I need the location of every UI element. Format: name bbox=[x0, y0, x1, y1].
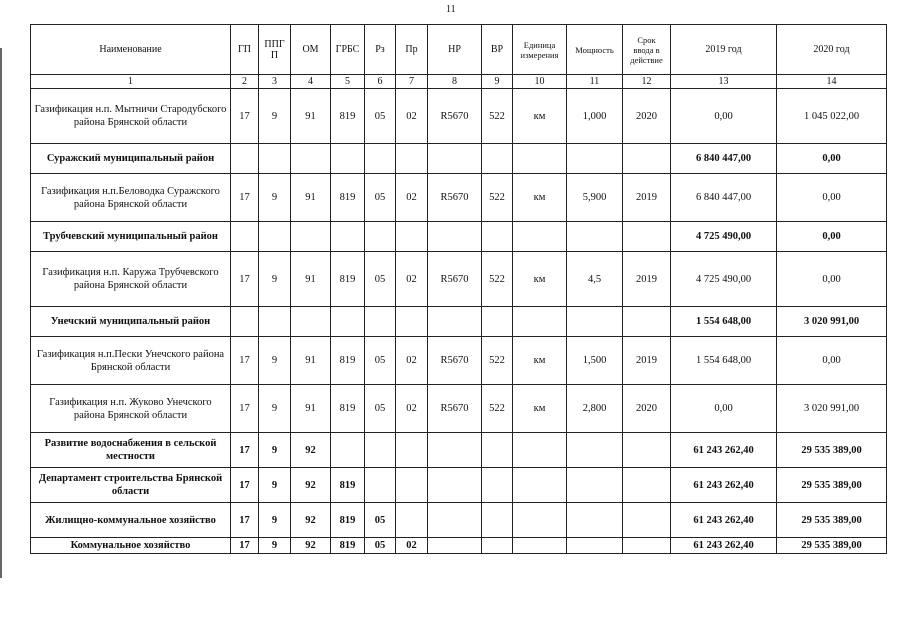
cell-om bbox=[291, 222, 331, 252]
cell-amount-2019: 61 243 262,40 bbox=[671, 433, 777, 468]
cell-rz bbox=[365, 144, 396, 174]
cell-nr bbox=[428, 538, 482, 554]
table-row bbox=[31, 307, 887, 337]
cell-grbs bbox=[331, 222, 365, 252]
cell-amount-2019: 4 725 490,00 bbox=[671, 222, 777, 252]
cell-ppgp: 9 bbox=[259, 433, 291, 468]
row-name: Газификация н.п. Мытничи Стародубского района Брянской области bbox=[31, 89, 231, 144]
cell-term: 2019 bbox=[623, 174, 671, 222]
column-number: 6 bbox=[365, 75, 396, 89]
cell-grbs: 819 bbox=[331, 468, 365, 503]
cell-gp: 17 bbox=[231, 538, 259, 554]
cell-grbs: 819 bbox=[331, 337, 365, 385]
cell-vr: 522 bbox=[482, 385, 513, 433]
cell-amount-2019: 61 243 262,40 bbox=[671, 503, 777, 538]
cell-pr bbox=[396, 307, 428, 337]
cell-unit bbox=[513, 538, 567, 554]
cell-om: 91 bbox=[291, 337, 331, 385]
header-nr: НР bbox=[428, 25, 482, 75]
cell-gp: 17 bbox=[231, 385, 259, 433]
cell-amount-2019: 1 554 648,00 bbox=[671, 337, 777, 385]
cell-power: 2,800 bbox=[567, 385, 623, 433]
cell-unit bbox=[513, 307, 567, 337]
cell-amount-2019: 4 725 490,00 bbox=[671, 252, 777, 307]
header-om: ОМ bbox=[291, 25, 331, 75]
cell-vr bbox=[482, 307, 513, 337]
cell-vr bbox=[482, 222, 513, 252]
header-2020: 2020 год bbox=[777, 25, 887, 75]
cell-amount-2020: 0,00 bbox=[777, 174, 887, 222]
column-number-row bbox=[31, 75, 887, 89]
cell-nr bbox=[428, 307, 482, 337]
row-name: Развитие водоснабжения в сельской местности bbox=[31, 433, 231, 468]
table-row bbox=[31, 222, 887, 252]
cell-gp bbox=[231, 222, 259, 252]
cell-gp: 17 bbox=[231, 503, 259, 538]
header-vr: ВР bbox=[482, 25, 513, 75]
cell-ppgp: 9 bbox=[259, 503, 291, 538]
header-row bbox=[31, 25, 887, 75]
cell-term bbox=[623, 307, 671, 337]
cell-pr: 02 bbox=[396, 89, 428, 144]
header-2019: 2019 год bbox=[671, 25, 777, 75]
column-number: 2 bbox=[231, 75, 259, 89]
cell-unit bbox=[513, 468, 567, 503]
cell-gp: 17 bbox=[231, 468, 259, 503]
cell-rz: 05 bbox=[365, 174, 396, 222]
cell-gp bbox=[231, 144, 259, 174]
cell-pr: 02 bbox=[396, 174, 428, 222]
cell-pr bbox=[396, 468, 428, 503]
header-term: Срок ввода в действие bbox=[623, 25, 671, 75]
cell-pr bbox=[396, 433, 428, 468]
cell-grbs bbox=[331, 433, 365, 468]
cell-amount-2019: 61 243 262,40 bbox=[671, 468, 777, 503]
cell-nr: R5670 bbox=[428, 252, 482, 307]
header-unit: Единица измерения bbox=[513, 25, 567, 75]
cell-amount-2020: 1 045 022,00 bbox=[777, 89, 887, 144]
row-name: Газификация н.п.Беловодка Суражского района Брянской области bbox=[31, 174, 231, 222]
row-name: Газификация н.п. Каружа Трубчевского района Брянской области bbox=[31, 252, 231, 307]
row-name: Унечский муниципальный район bbox=[31, 307, 231, 337]
cell-unit: км bbox=[513, 385, 567, 433]
cell-ppgp bbox=[259, 144, 291, 174]
cell-power bbox=[567, 538, 623, 554]
cell-amount-2019: 6 840 447,00 bbox=[671, 144, 777, 174]
cell-ppgp: 9 bbox=[259, 337, 291, 385]
cell-term: 2019 bbox=[623, 337, 671, 385]
cell-ppgp: 9 bbox=[259, 89, 291, 144]
cell-amount-2019: 1 554 648,00 bbox=[671, 307, 777, 337]
cell-nr bbox=[428, 503, 482, 538]
table-row bbox=[31, 468, 887, 503]
cell-om bbox=[291, 144, 331, 174]
cell-om: 92 bbox=[291, 433, 331, 468]
cell-power bbox=[567, 503, 623, 538]
header-name: Наименование bbox=[31, 25, 231, 75]
cell-pr bbox=[396, 144, 428, 174]
column-number: 9 bbox=[482, 75, 513, 89]
cell-pr bbox=[396, 222, 428, 252]
cell-rz bbox=[365, 307, 396, 337]
cell-rz: 05 bbox=[365, 252, 396, 307]
cell-unit bbox=[513, 503, 567, 538]
column-number: 11 bbox=[567, 75, 623, 89]
cell-vr: 522 bbox=[482, 89, 513, 144]
cell-term bbox=[623, 468, 671, 503]
cell-pr bbox=[396, 503, 428, 538]
cell-om: 91 bbox=[291, 252, 331, 307]
cell-grbs: 819 bbox=[331, 503, 365, 538]
cell-rz: 05 bbox=[365, 89, 396, 144]
cell-rz bbox=[365, 468, 396, 503]
cell-vr bbox=[482, 538, 513, 554]
header-pr: Пр bbox=[396, 25, 428, 75]
table-row bbox=[31, 433, 887, 468]
cell-vr bbox=[482, 144, 513, 174]
cell-gp: 17 bbox=[231, 433, 259, 468]
cell-ppgp: 9 bbox=[259, 468, 291, 503]
cell-amount-2020: 0,00 bbox=[777, 337, 887, 385]
cell-amount-2020: 3 020 991,00 bbox=[777, 307, 887, 337]
header-ppgp: ППГ П bbox=[259, 25, 291, 75]
cell-grbs: 819 bbox=[331, 252, 365, 307]
cell-rz bbox=[365, 222, 396, 252]
header-gp: ГП bbox=[231, 25, 259, 75]
cell-nr bbox=[428, 222, 482, 252]
cell-ppgp: 9 bbox=[259, 252, 291, 307]
cell-unit: км bbox=[513, 89, 567, 144]
cell-grbs bbox=[331, 307, 365, 337]
header-power: Мощность bbox=[567, 25, 623, 75]
cell-vr: 522 bbox=[482, 174, 513, 222]
cell-unit bbox=[513, 144, 567, 174]
cell-term bbox=[623, 503, 671, 538]
cell-vr: 522 bbox=[482, 252, 513, 307]
cell-nr bbox=[428, 468, 482, 503]
cell-amount-2019: 61 243 262,40 bbox=[671, 538, 777, 554]
column-number: 8 bbox=[428, 75, 482, 89]
cell-power: 4,5 bbox=[567, 252, 623, 307]
cell-om: 91 bbox=[291, 89, 331, 144]
row-name: Газификация н.п.Пески Унечского района Брянской области bbox=[31, 337, 231, 385]
cell-term bbox=[623, 144, 671, 174]
cell-vr bbox=[482, 433, 513, 468]
table-row bbox=[31, 538, 887, 554]
row-name: Суражский муниципальный район bbox=[31, 144, 231, 174]
cell-om: 92 bbox=[291, 468, 331, 503]
row-name: Жилищно-коммунальное хозяйство bbox=[31, 503, 231, 538]
cell-unit: км bbox=[513, 337, 567, 385]
cell-gp: 17 bbox=[231, 174, 259, 222]
cell-unit: км bbox=[513, 174, 567, 222]
margin-line bbox=[0, 48, 2, 578]
column-number: 12 bbox=[623, 75, 671, 89]
table-row bbox=[31, 385, 887, 433]
table-row bbox=[31, 337, 887, 385]
cell-om: 92 bbox=[291, 538, 331, 554]
cell-power bbox=[567, 468, 623, 503]
cell-grbs: 819 bbox=[331, 385, 365, 433]
cell-pr: 02 bbox=[396, 252, 428, 307]
row-name: Коммунальное хозяйство bbox=[31, 538, 231, 554]
cell-nr: R5670 bbox=[428, 89, 482, 144]
table-row bbox=[31, 174, 887, 222]
column-number: 14 bbox=[777, 75, 887, 89]
cell-term: 2020 bbox=[623, 385, 671, 433]
cell-amount-2020: 0,00 bbox=[777, 144, 887, 174]
cell-rz: 05 bbox=[365, 385, 396, 433]
cell-amount-2020: 0,00 bbox=[777, 252, 887, 307]
cell-gp: 17 bbox=[231, 337, 259, 385]
cell-ppgp: 9 bbox=[259, 385, 291, 433]
cell-amount-2020: 0,00 bbox=[777, 222, 887, 252]
header-grbs: ГРБС bbox=[331, 25, 365, 75]
cell-power: 5,900 bbox=[567, 174, 623, 222]
cell-amount-2019: 0,00 bbox=[671, 385, 777, 433]
cell-om: 91 bbox=[291, 385, 331, 433]
cell-ppgp: 9 bbox=[259, 538, 291, 554]
table-row bbox=[31, 89, 887, 144]
cell-power bbox=[567, 144, 623, 174]
cell-pr: 02 bbox=[396, 538, 428, 554]
cell-rz bbox=[365, 433, 396, 468]
cell-om: 92 bbox=[291, 503, 331, 538]
cell-pr: 02 bbox=[396, 385, 428, 433]
row-name: Газификация н.п. Жуково Унечского района Брянской области bbox=[31, 385, 231, 433]
cell-amount-2020: 29 535 389,00 bbox=[777, 468, 887, 503]
cell-ppgp bbox=[259, 222, 291, 252]
cell-amount-2019: 0,00 bbox=[671, 89, 777, 144]
cell-power bbox=[567, 433, 623, 468]
cell-vr bbox=[482, 503, 513, 538]
cell-nr: R5670 bbox=[428, 174, 482, 222]
cell-pr: 02 bbox=[396, 337, 428, 385]
cell-unit bbox=[513, 433, 567, 468]
cell-term bbox=[623, 433, 671, 468]
cell-power bbox=[567, 307, 623, 337]
cell-gp: 17 bbox=[231, 252, 259, 307]
cell-nr: R5670 bbox=[428, 337, 482, 385]
cell-vr bbox=[482, 468, 513, 503]
cell-amount-2020: 29 535 389,00 bbox=[777, 433, 887, 468]
column-number: 13 bbox=[671, 75, 777, 89]
cell-amount-2019: 6 840 447,00 bbox=[671, 174, 777, 222]
cell-grbs: 819 bbox=[331, 174, 365, 222]
cell-unit: км bbox=[513, 252, 567, 307]
table-row bbox=[31, 503, 887, 538]
cell-term bbox=[623, 222, 671, 252]
row-name: Трубчевский муниципальный район bbox=[31, 222, 231, 252]
cell-power: 1,000 bbox=[567, 89, 623, 144]
table-row bbox=[31, 144, 887, 174]
cell-amount-2020: 29 535 389,00 bbox=[777, 538, 887, 554]
cell-nr bbox=[428, 433, 482, 468]
cell-ppgp bbox=[259, 307, 291, 337]
cell-unit bbox=[513, 222, 567, 252]
cell-nr: R5670 bbox=[428, 385, 482, 433]
cell-term: 2020 bbox=[623, 89, 671, 144]
column-number: 10 bbox=[513, 75, 567, 89]
cell-amount-2020: 3 020 991,00 bbox=[777, 385, 887, 433]
column-number: 5 bbox=[331, 75, 365, 89]
column-number: 3 bbox=[259, 75, 291, 89]
cell-grbs: 819 bbox=[331, 538, 365, 554]
row-name: Департамент строительства Брянской области bbox=[31, 468, 231, 503]
budget-table bbox=[30, 24, 887, 554]
column-number: 1 bbox=[31, 75, 231, 89]
cell-ppgp: 9 bbox=[259, 174, 291, 222]
cell-gp: 17 bbox=[231, 89, 259, 144]
cell-om bbox=[291, 307, 331, 337]
cell-term: 2019 bbox=[623, 252, 671, 307]
cell-gp bbox=[231, 307, 259, 337]
cell-amount-2020: 29 535 389,00 bbox=[777, 503, 887, 538]
header-rz: Рз bbox=[365, 25, 396, 75]
cell-om: 91 bbox=[291, 174, 331, 222]
cell-rz: 05 bbox=[365, 538, 396, 554]
column-number: 4 bbox=[291, 75, 331, 89]
cell-grbs bbox=[331, 144, 365, 174]
column-number: 7 bbox=[396, 75, 428, 89]
cell-grbs: 819 bbox=[331, 89, 365, 144]
cell-rz: 05 bbox=[365, 337, 396, 385]
cell-term bbox=[623, 538, 671, 554]
cell-power: 1,500 bbox=[567, 337, 623, 385]
cell-power bbox=[567, 222, 623, 252]
cell-rz: 05 bbox=[365, 503, 396, 538]
cell-nr bbox=[428, 144, 482, 174]
cell-vr: 522 bbox=[482, 337, 513, 385]
page-number: 11 bbox=[446, 4, 456, 15]
table-row bbox=[31, 252, 887, 307]
